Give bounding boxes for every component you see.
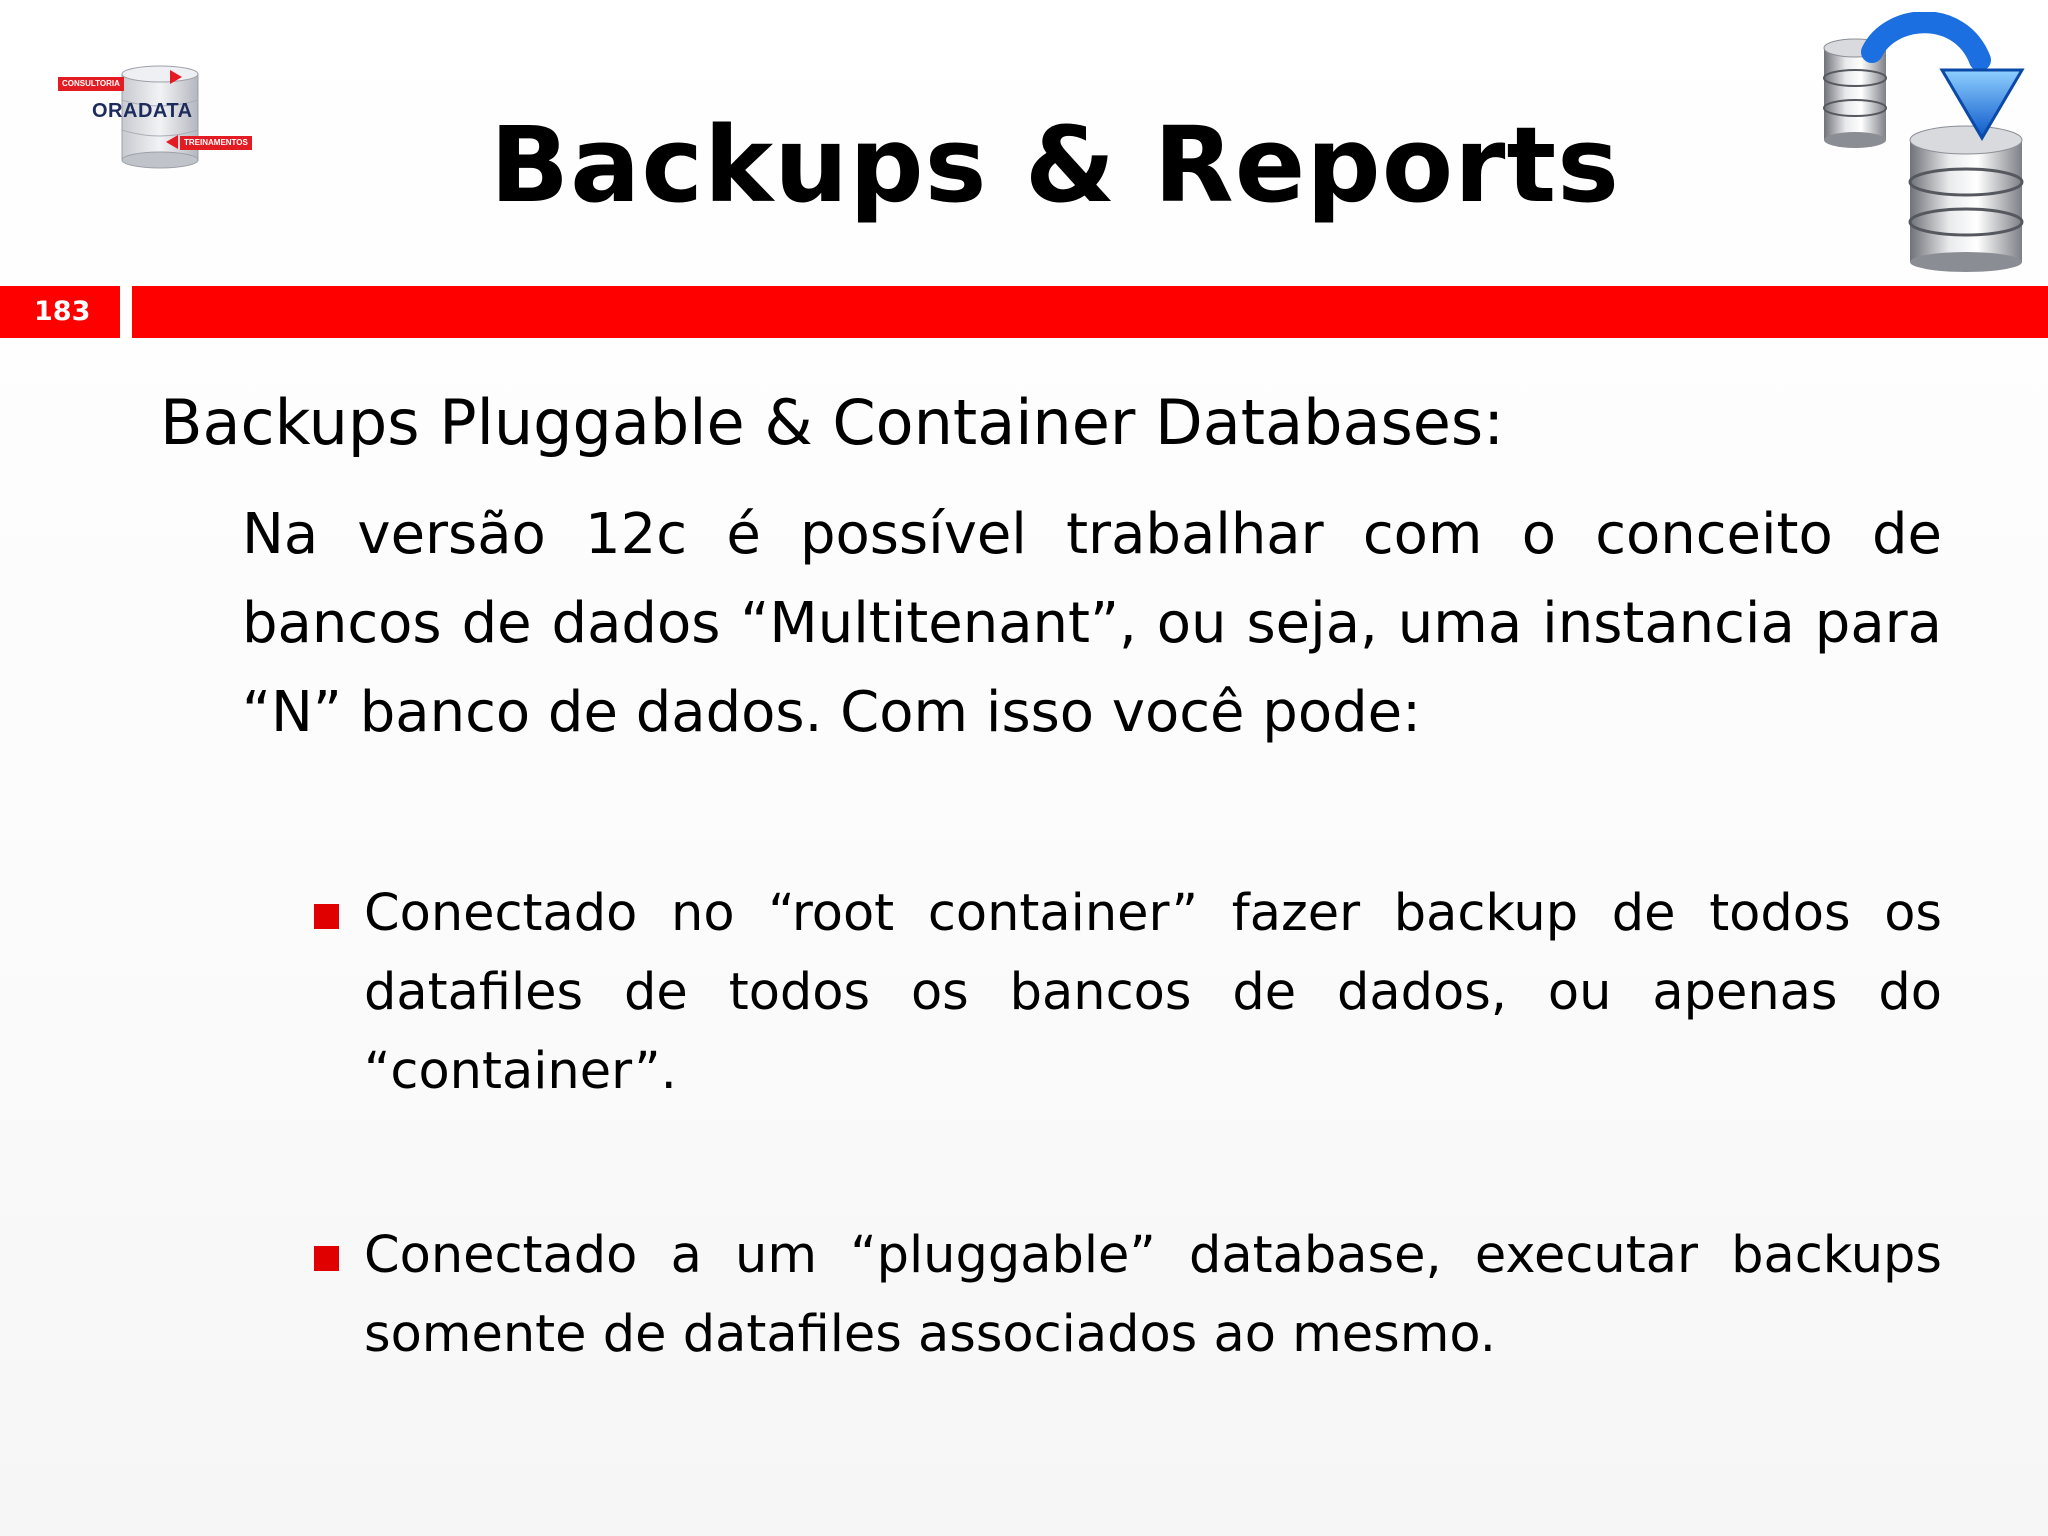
logo-tag-top: CONSULTORIA: [58, 77, 124, 91]
list-item: [314, 874, 1942, 1111]
oradata-logo: [50, 60, 270, 170]
list-item-text: Conectado no “root container” fazer backup de todos os datafiles de todos os bancos de dados, ou apenas do “container”.: [364, 884, 1942, 1101]
logo-tag-bottom: TREINAMENTOS: [180, 136, 252, 150]
list-item: [314, 1216, 1942, 1374]
header-divider-bar: [132, 286, 2048, 338]
database-transfer-icon: [1810, 12, 2040, 272]
slide-title: Backups & Reports: [489, 104, 1621, 226]
list-item-text: Conectado a um “pluggable” database, executar backups somente de datafiles associados ao mesmo.: [364, 1226, 1942, 1364]
logo-name: ORADATA: [92, 100, 193, 122]
target-database-stack: [1910, 126, 2022, 272]
slide-number: 183: [0, 286, 120, 338]
intro-paragraph: Na versão 12c é possível trabalhar com o conceito de bancos de dados “Multitenant”, ou seja, uma instancia para “N” banco de dados. Com isso você pode:: [242, 502, 1942, 745]
section-heading: Backups Pluggable & Container Databases:: [160, 386, 1505, 459]
square-bullet-icon: [314, 1246, 339, 1271]
square-bullet-icon: [314, 904, 339, 929]
